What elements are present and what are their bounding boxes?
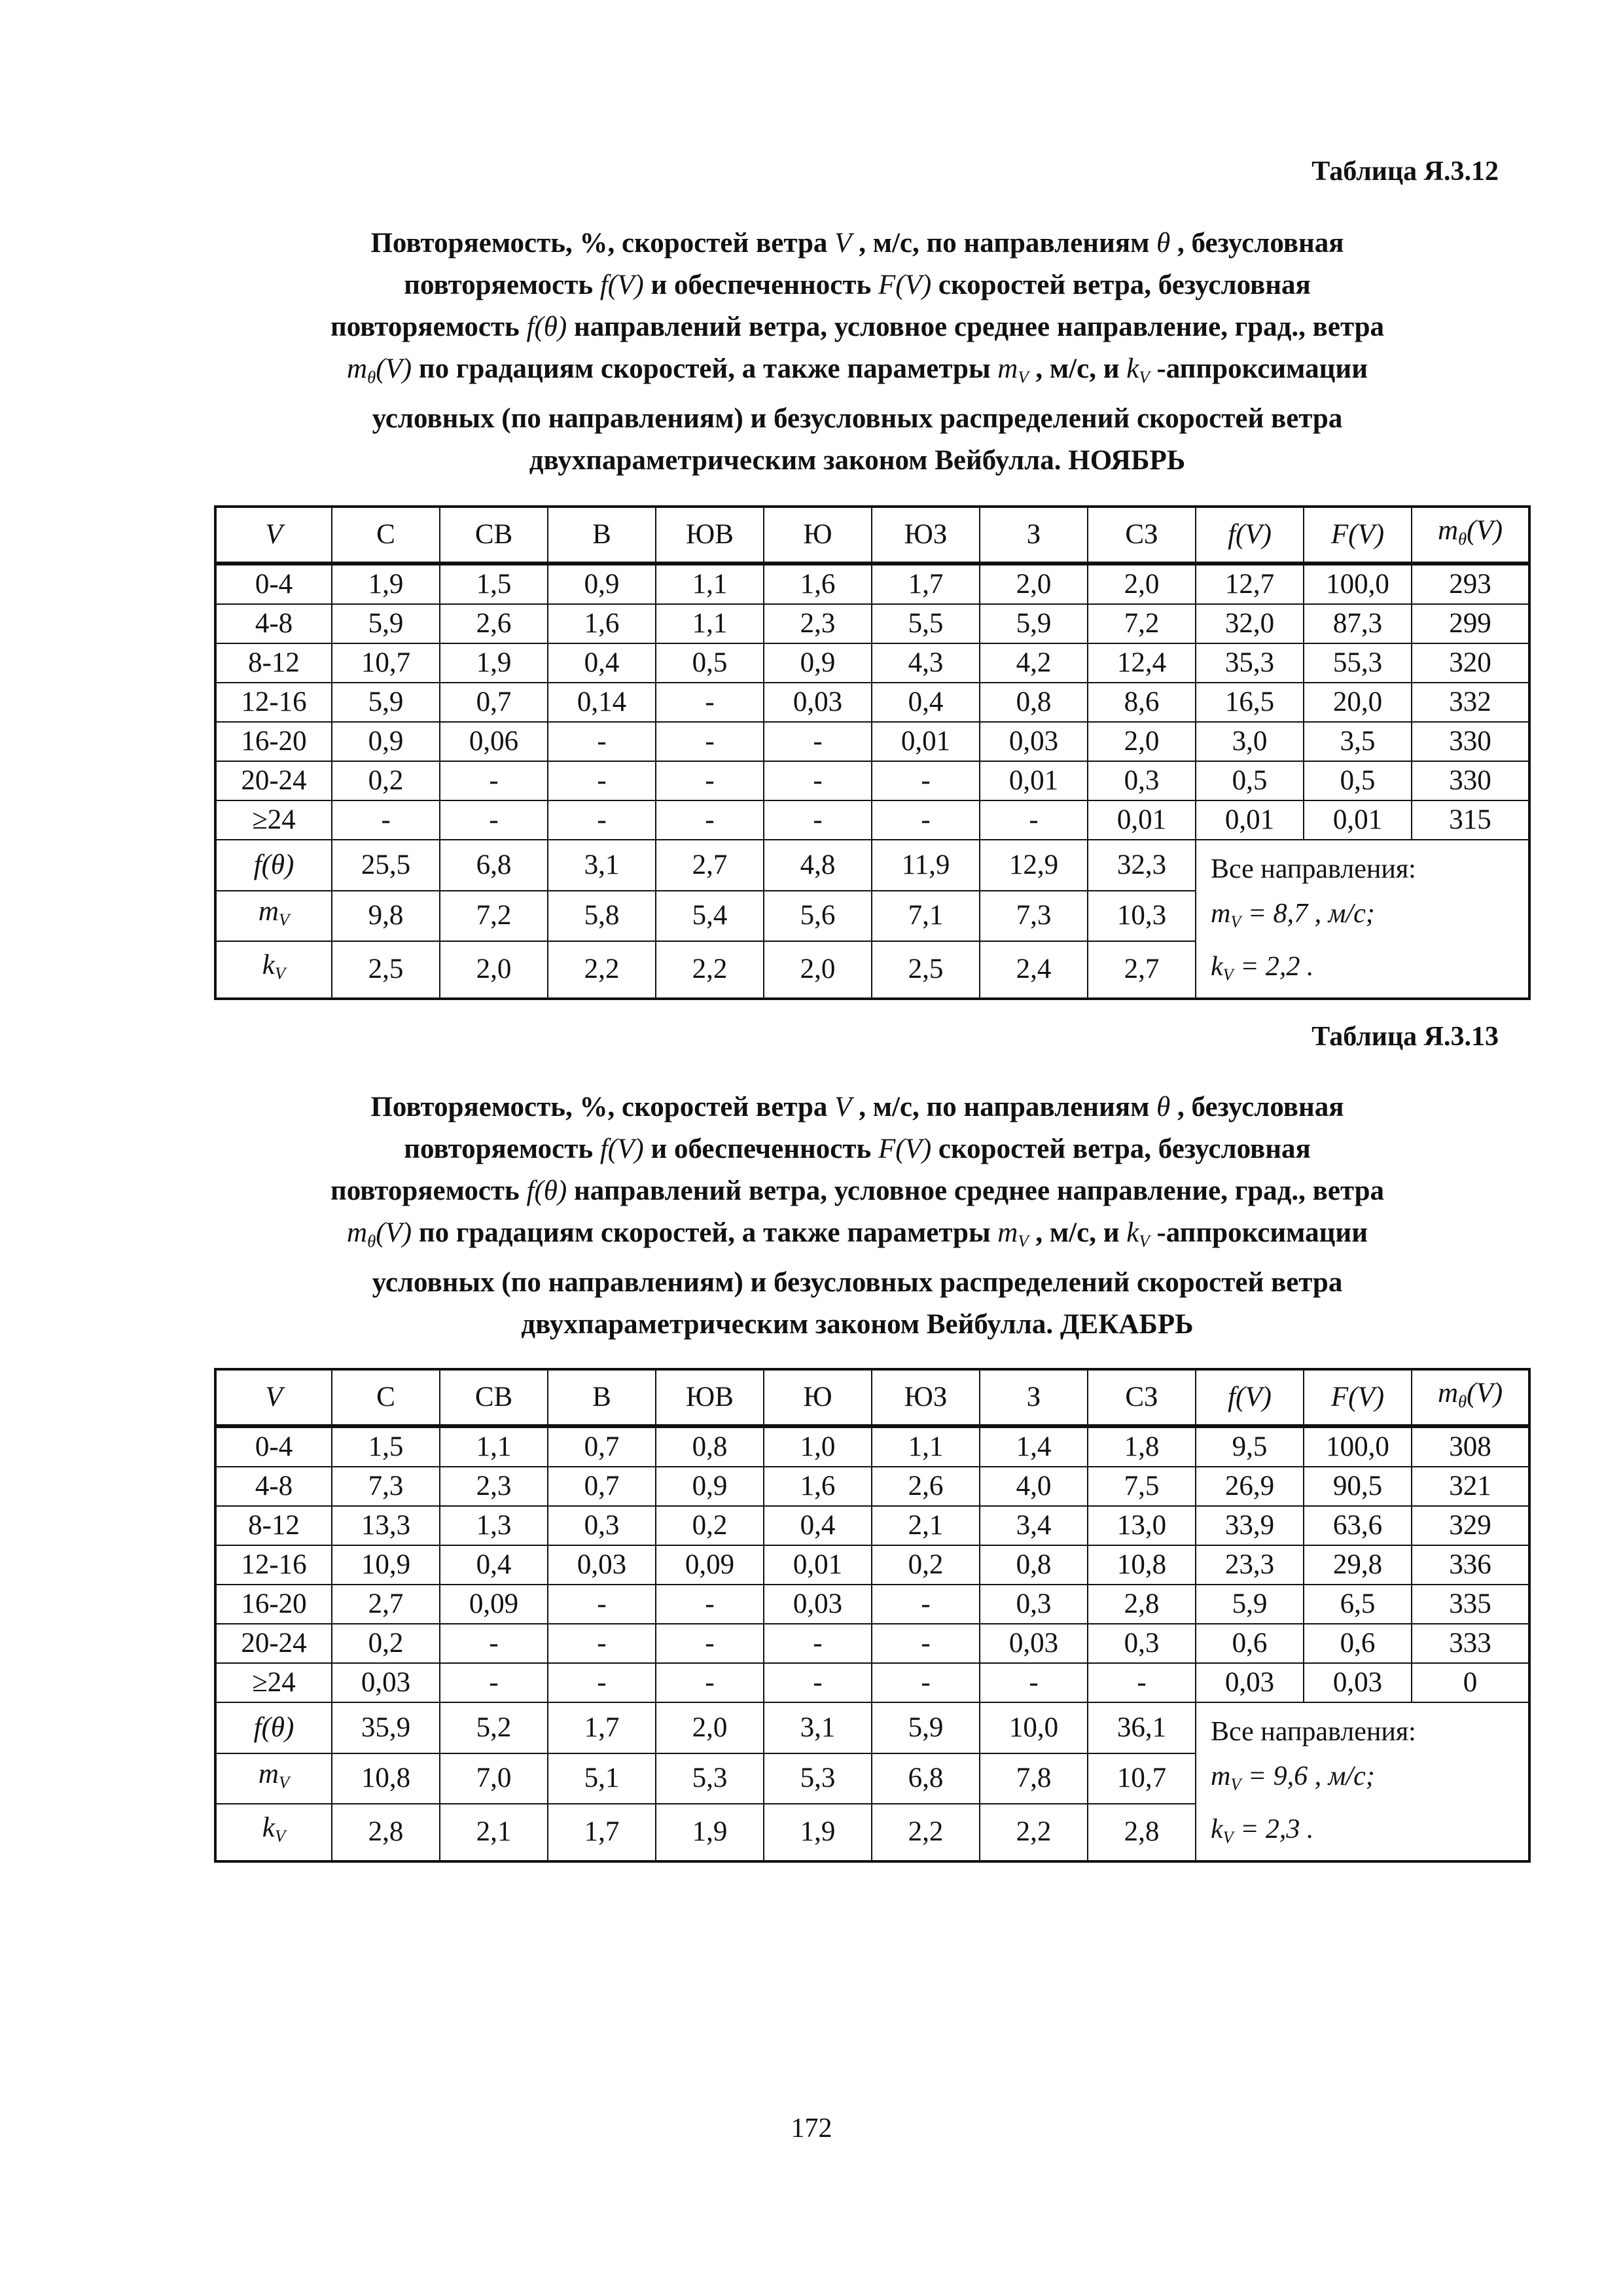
table-cell: 0,01 [980,761,1088,800]
table-cell: 0,03 [764,1585,872,1624]
table-cell: 2,0 [1088,564,1196,604]
table-cell: 0,2 [656,1506,764,1545]
table-cell: 0,3 [1088,761,1196,800]
table-cell: 1,3 [440,1506,548,1545]
table-cell: 321 [1412,1467,1529,1506]
table-cell: - [548,1663,656,1702]
table-cell: 0,3 [548,1506,656,1545]
table-cell: 3,1 [548,840,656,891]
summary-m-v: $m_V = 8,7$ , м/с; [1211,899,1375,931]
table-cell: 2,8 [1088,1585,1196,1624]
table-cell: - [764,761,872,800]
table-cell: - [872,761,980,800]
summary-k-v: $k_V = 2,2$ . [1211,951,1314,984]
table-cell: 7,0 [440,1753,548,1804]
table-cell: 0,8 [980,683,1088,722]
table-cell: 20-24 [215,1624,332,1663]
header-cell: С [332,507,440,564]
table-cell: 29,8 [1304,1545,1412,1585]
table-cell: 299 [1412,604,1529,643]
table-cell: 12-16 [215,1545,332,1585]
table-cell: 2,0 [440,941,548,999]
table-cell: 4,8 [764,840,872,891]
table-number: Таблица Я.3.12 [1311,156,1499,187]
table-cell: 1,6 [764,1467,872,1506]
table-cell: 7,2 [440,891,548,942]
table-row [215,1467,1529,1506]
table-cell: - [548,761,656,800]
table-cell: 293 [1412,564,1529,604]
table-cell: 0,7 [548,1426,656,1467]
table-cell: 12,4 [1088,643,1196,683]
table-cell: 0,8 [656,1426,764,1467]
row-label: $m_V$ [215,891,332,942]
table-cell: 0,7 [440,683,548,722]
f-theta-row [215,1702,1529,1753]
table-cell: 1,9 [332,564,440,604]
table-cell: - [656,683,764,722]
table-cell: 10,7 [332,643,440,683]
summary-title: Все направления: [1211,854,1416,884]
table-cell: 2,3 [440,1467,548,1506]
table-row [215,643,1529,683]
table-cell: 0,06 [440,722,548,761]
table-cell: 2,5 [872,941,980,999]
header-cell: В [548,507,656,564]
row-label: $k_V$ [215,941,332,999]
caption-line: двухпараметрическим законом Вейбулла. НОЯБРЬ [529,444,1186,476]
table-cell: - [764,1663,872,1702]
table-cell: - [764,800,872,840]
all-directions-summary [1196,1702,1529,1861]
table-cell: 330 [1412,722,1529,761]
header-cell: ЮВ [656,1369,764,1426]
caption-line: $m_\theta(V)$ по градациям скоростей, а также параметры $m_V$ , м/с, и $k_V$ -аппроксимации [347,353,1368,387]
table-cell: 4-8 [215,1467,332,1506]
table-cell: 26,9 [1196,1467,1304,1506]
table-cell: 35,3 [1196,643,1304,683]
table-cell: 10,0 [980,1702,1088,1753]
table-cell: 329 [1412,1506,1529,1545]
table-cell: 5,9 [980,604,1088,643]
table-cell: 2,2 [548,941,656,999]
table-cell: 2,4 [980,941,1088,999]
table-cell: 7,5 [1088,1467,1196,1506]
table-cell: 8,6 [1088,683,1196,722]
table-cell: 12-16 [215,683,332,722]
table-cell: 9,8 [332,891,440,942]
table-cell: 0,9 [548,564,656,604]
table-cell: 1,7 [872,564,980,604]
table-cell: 2,7 [332,1585,440,1624]
table-cell: 0,01 [1088,800,1196,840]
table-cell: 2,0 [980,564,1088,604]
table-cell: 5,5 [872,604,980,643]
row-label: $m_V$ [215,1753,332,1804]
table-cell: 100,0 [1304,1426,1412,1467]
table-cell: 7,8 [980,1753,1088,1804]
table-cell: 1,5 [332,1426,440,1467]
table-cell: - [440,761,548,800]
table-cell: - [440,1624,548,1663]
table-cell: 0,03 [332,1663,440,1702]
table-cell: 4,0 [980,1467,1088,1506]
row-label: f(θ) [215,840,332,891]
wind-table [214,1368,1531,1863]
header-cell: З [980,507,1088,564]
table-cell: 1,8 [1088,1426,1196,1467]
table-cell: 2,6 [872,1467,980,1506]
table-cell: 0-4 [215,564,332,604]
table-row [215,800,1529,840]
table-cell: 2,7 [656,840,764,891]
table-cell: 25,5 [332,840,440,891]
table-cell: 0,9 [764,643,872,683]
table-cell: 0,9 [332,722,440,761]
table-cell: - [764,1624,872,1663]
caption-line: повторяемость f(θ) направлений ветра, условное среднее направление, град., ветра [330,1175,1385,1206]
table-cell: 0,5 [1196,761,1304,800]
table-row [215,722,1529,761]
header-cell: Ю [764,507,872,564]
all-directions-summary [1196,840,1529,999]
table-cell: 7,3 [332,1467,440,1506]
table-cell: 0,01 [872,722,980,761]
table-cell: 5,6 [764,891,872,942]
table-cell: 0,03 [764,683,872,722]
table-cell: 0-4 [215,1426,332,1467]
table-cell: 7,2 [1088,604,1196,643]
table-cell: 1,6 [764,564,872,604]
table-cell: 87,3 [1304,604,1412,643]
table-cell: - [872,1663,980,1702]
table-cell: 0,9 [656,1467,764,1506]
table-cell: 0,4 [872,683,980,722]
f-theta-row [215,840,1529,891]
table-cell: ≥24 [215,800,332,840]
table-cell: 330 [1412,761,1529,800]
table-cell: 16-20 [215,722,332,761]
table-cell: 23,3 [1196,1545,1304,1585]
table-cell: 0,5 [1304,761,1412,800]
table-row [215,1426,1529,1467]
table-cell: ≥24 [215,1663,332,1702]
table-caption [216,223,1499,482]
table-cell: 0 [1412,1663,1529,1702]
table-cell: - [332,800,440,840]
table-cell: - [656,1585,764,1624]
table-cell: 36,1 [1088,1702,1196,1753]
table-cell: - [440,1663,548,1702]
table-cell: 5,4 [656,891,764,942]
table-cell: 3,4 [980,1506,1088,1545]
table-cell: - [980,800,1088,840]
table-cell: 2,2 [980,1804,1088,1861]
table-cell: 7,3 [980,891,1088,942]
table-cell: 0,03 [1196,1663,1304,1702]
table-cell: 335 [1412,1585,1529,1624]
table-cell: 1,9 [764,1804,872,1861]
table-cell: 35,9 [332,1702,440,1753]
table-number: Таблица Я.3.13 [1311,1022,1499,1052]
table-cell: 1,5 [440,564,548,604]
table-cell: - [656,1663,764,1702]
table-cell: 0,03 [1304,1663,1412,1702]
table-cell: 20,0 [1304,683,1412,722]
table-row [215,1663,1529,1702]
table-cell: 6,8 [440,840,548,891]
row-label: f(θ) [215,1702,332,1753]
table-cell: - [764,722,872,761]
table-cell: 0,01 [1304,800,1412,840]
table-cell: - [440,800,548,840]
table-cell: - [548,1585,656,1624]
header-cell: f(V) [1196,507,1304,564]
table-cell: 10,8 [1088,1545,1196,1585]
table-cell: 55,3 [1304,643,1412,683]
table-cell: 10,3 [1088,891,1196,942]
table-row [215,683,1529,722]
table-cell: 11,9 [872,840,980,891]
table-cell: - [548,1624,656,1663]
table-cell: - [1088,1663,1196,1702]
table-cell: 6,5 [1304,1585,1412,1624]
table-row [215,1585,1529,1624]
table-cell: 4,2 [980,643,1088,683]
page-number: 172 [791,2113,832,2144]
row-label: $k_V$ [215,1804,332,1861]
table-cell: 336 [1412,1545,1529,1585]
table-cell: 5,8 [548,891,656,942]
header-cell: СВ [440,1369,548,1426]
header-cell: f(V) [1196,1369,1304,1426]
table-cell: 5,9 [332,604,440,643]
header-cell: СВ [440,507,548,564]
caption-line: условных (по направлениям) и безусловных распределений скоростей ветра [372,403,1343,434]
caption-line: двухпараметрическим законом Вейбулла. ДЕКАБРЬ [521,1308,1194,1340]
table-cell: 1,9 [440,643,548,683]
table-cell: 5,2 [440,1702,548,1753]
table-cell: 5,9 [332,683,440,722]
table-cell: 1,1 [440,1426,548,1467]
summary-title: Все направления: [1211,1717,1416,1747]
table-cell: 3,0 [1196,722,1304,761]
table-cell: 320 [1412,643,1529,683]
header-cell: З [980,1369,1088,1426]
table-cell: 1,7 [548,1804,656,1861]
table-cell: 0,2 [332,1624,440,1663]
table-cell: 1,9 [656,1804,764,1861]
table-cell: 2,1 [872,1506,980,1545]
table-cell: 0,4 [548,643,656,683]
summary-m-v: $m_V = 9,6$ , м/с; [1211,1761,1375,1794]
table-row [215,604,1529,643]
table-cell: 0,4 [764,1506,872,1545]
table-cell: 4-8 [215,604,332,643]
table-cell: 0,8 [980,1545,1088,1585]
table-cell: 1,1 [656,564,764,604]
table-cell: 308 [1412,1426,1529,1467]
table-caption [216,1086,1499,1346]
table-cell: 1,1 [656,604,764,643]
table-cell: 0,03 [548,1545,656,1585]
table-cell: 2,8 [332,1804,440,1861]
table-cell: 0,14 [548,683,656,722]
table-cell: 0,2 [872,1545,980,1585]
table-cell: 0,6 [1304,1624,1412,1663]
table-cell: - [656,1624,764,1663]
table-cell: 0,3 [980,1585,1088,1624]
table-cell: 2,3 [764,604,872,643]
table-cell: 5,9 [1196,1585,1304,1624]
caption-line: повторяемость f(θ) направлений ветра, условное среднее направление, град., ветра [330,312,1385,342]
caption-line: $m_\theta(V)$ по градациям скоростей, а также параметры $m_V$ , м/с, и $k_V$ -аппроксимации [347,1217,1368,1251]
table-cell: 2,6 [440,604,548,643]
table-cell: 12,7 [1196,564,1304,604]
table-cell: 3,1 [764,1702,872,1753]
table-cell: - [548,722,656,761]
table-cell: 0,4 [440,1545,548,1585]
table-cell: 3,5 [1304,722,1412,761]
table-cell: 315 [1412,800,1529,840]
header-cell: СЗ [1088,507,1196,564]
table-cell: 13,0 [1088,1506,1196,1545]
table-cell: 2,8 [1088,1804,1196,1861]
table-cell: 0,09 [656,1545,764,1585]
table-cell: 10,9 [332,1545,440,1585]
table-cell: 0,03 [980,722,1088,761]
header-cell: F(V) [1304,507,1412,564]
table-cell: - [872,1624,980,1663]
table-header-row [215,1369,1529,1426]
caption-line: условных (по направлениям) и безусловных распределений скоростей ветра [372,1266,1343,1298]
table-cell: - [656,722,764,761]
table-cell: 32,3 [1088,840,1196,891]
table-cell: 0,01 [764,1545,872,1585]
table-cell: 12,9 [980,840,1088,891]
header-cell: СЗ [1088,1369,1196,1426]
table-cell: 333 [1412,1624,1529,1663]
caption-line: Повторяемость, %, скоростей ветра V , м/с, по направлениям θ , безусловная [370,228,1344,259]
table-cell: 0,03 [980,1624,1088,1663]
table-cell: - [872,800,980,840]
table-cell: 0,6 [1196,1624,1304,1663]
table-cell: 63,6 [1304,1506,1412,1545]
table-cell: 4,3 [872,643,980,683]
table-cell: 5,1 [548,1753,656,1804]
caption-line: Повторяемость, %, скоростей ветра V , м/с, по направлениям θ , безусловная [370,1092,1344,1122]
table-cell: - [656,761,764,800]
table-cell: 10,7 [1088,1753,1196,1804]
header-cell: $m_\theta(V)$ [1412,1369,1529,1426]
table-cell: 16,5 [1196,683,1304,722]
table-cell: 16-20 [215,1585,332,1624]
header-cell: ЮЗ [872,1369,980,1426]
table-cell: 0,5 [656,643,764,683]
table-cell: - [980,1663,1088,1702]
header-cell: V [215,507,332,564]
table-header-row [215,507,1529,564]
table-cell: 1,4 [980,1426,1088,1467]
table-cell: 8-12 [215,1506,332,1545]
table-cell: 6,8 [872,1753,980,1804]
table-cell: 2,2 [656,941,764,999]
table-cell: 0,3 [1088,1624,1196,1663]
caption-line: повторяемость f(V) и обеспеченность F(V) скоростей ветра, безусловная [404,270,1311,300]
header-cell: F(V) [1304,1369,1412,1426]
table-cell: 2,2 [872,1804,980,1861]
table-cell: 20-24 [215,761,332,800]
table-cell: 0,2 [332,761,440,800]
table-cell: 1,0 [764,1426,872,1467]
wind-table [214,505,1531,1000]
table-cell: 2,0 [764,941,872,999]
table-cell: 33,9 [1196,1506,1304,1545]
table-cell: 5,3 [764,1753,872,1804]
header-cell: С [332,1369,440,1426]
header-cell: В [548,1369,656,1426]
table-cell: 32,0 [1196,604,1304,643]
header-cell: ЮВ [656,507,764,564]
table-cell: 2,0 [656,1702,764,1753]
table-cell: 13,3 [332,1506,440,1545]
table-cell: 1,1 [872,1426,980,1467]
table-row [215,1624,1529,1663]
table-cell: 1,6 [548,604,656,643]
table-cell: 10,8 [332,1753,440,1804]
caption-line: повторяемость f(V) и обеспеченность F(V) скоростей ветра, безусловная [404,1134,1311,1164]
table-cell: 9,5 [1196,1426,1304,1467]
table-cell: - [872,1585,980,1624]
table-cell: 90,5 [1304,1467,1412,1506]
table-cell: - [548,800,656,840]
table-cell: 8-12 [215,643,332,683]
table-cell: 5,3 [656,1753,764,1804]
table-cell: - [656,800,764,840]
summary-k-v: $k_V = 2,3$ . [1211,1814,1314,1847]
header-cell: $m_\theta(V)$ [1412,507,1529,564]
table-cell: 2,7 [1088,941,1196,999]
header-cell: V [215,1369,332,1426]
table-cell: 2,1 [440,1804,548,1861]
table-cell: 332 [1412,683,1529,722]
table-cell: 2,5 [332,941,440,999]
table-cell: 100,0 [1304,564,1412,604]
table-cell: 5,9 [872,1702,980,1753]
table-cell: 0,7 [548,1467,656,1506]
table-row [215,564,1529,604]
table-row [215,761,1529,800]
table-cell: 7,1 [872,891,980,942]
header-cell: ЮЗ [872,507,980,564]
table-row [215,1545,1529,1585]
table-row [215,1506,1529,1545]
table-cell: 0,01 [1196,800,1304,840]
header-cell: Ю [764,1369,872,1426]
table-cell: 0,09 [440,1585,548,1624]
table-cell: 2,0 [1088,722,1196,761]
table-cell: 1,7 [548,1702,656,1753]
